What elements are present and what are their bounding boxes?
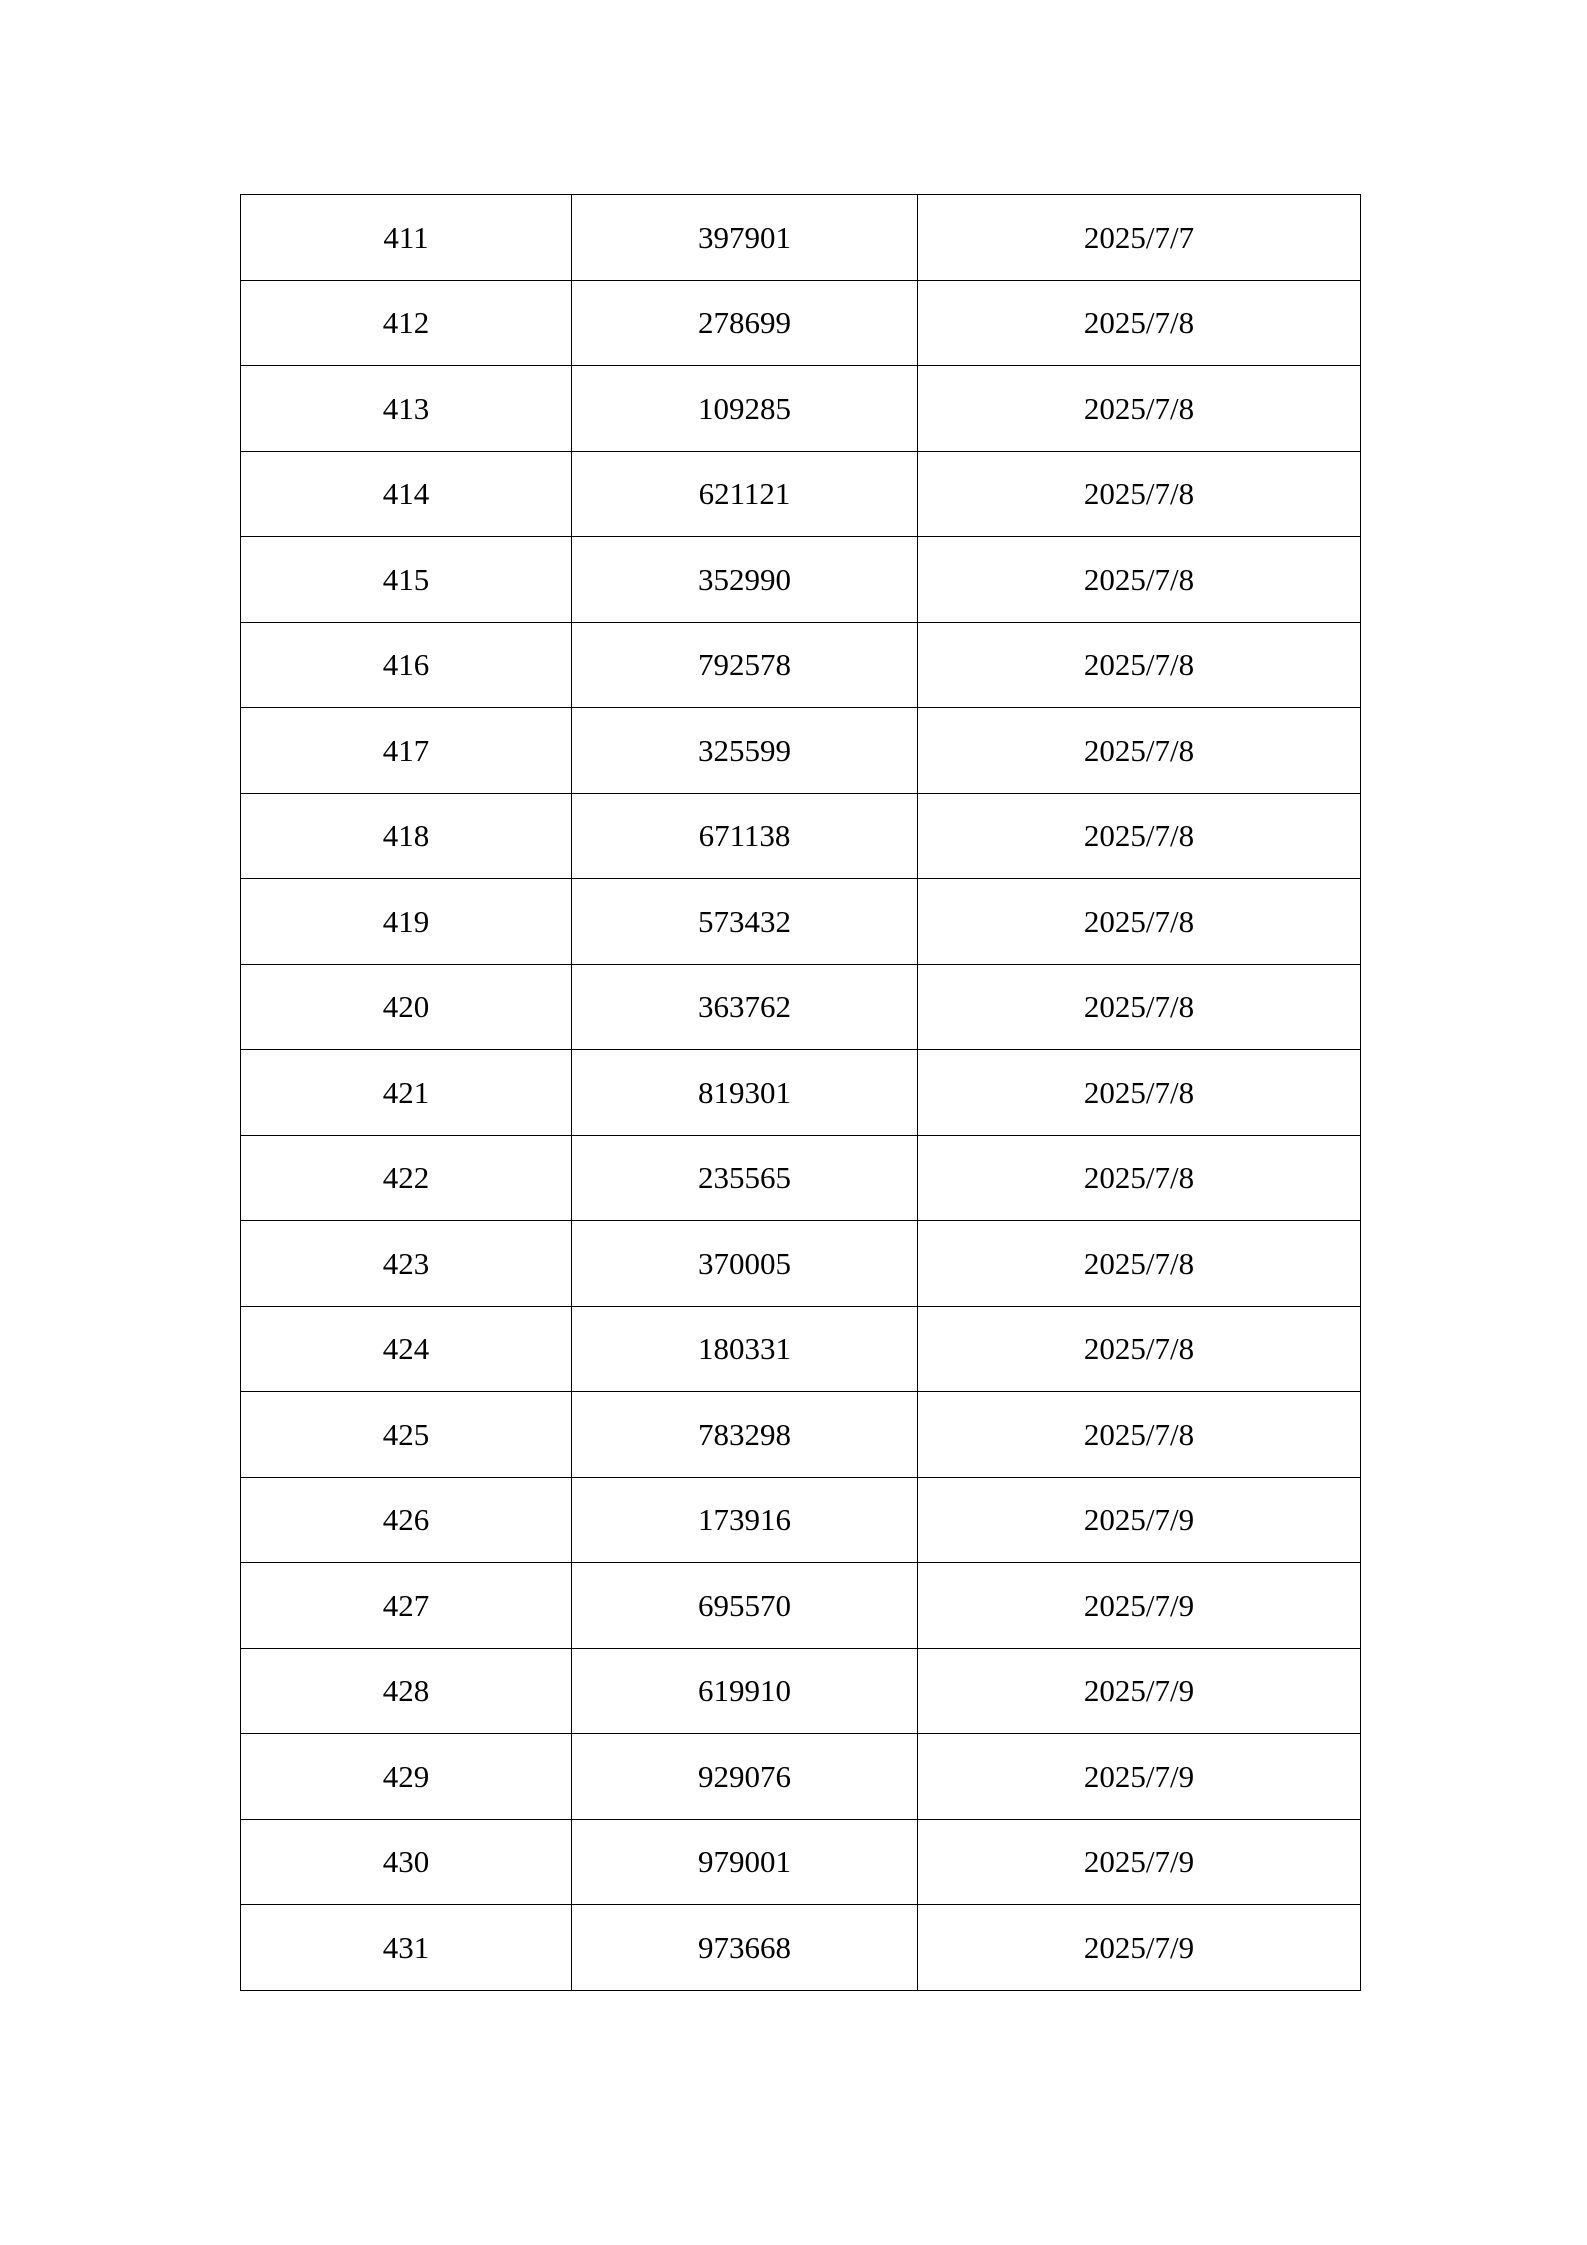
code-cell: 173916: [572, 1477, 918, 1563]
code-cell: 370005: [572, 1221, 918, 1307]
row-number-cell: 424: [241, 1306, 572, 1392]
row-number-cell: 429: [241, 1734, 572, 1820]
code-cell: 619910: [572, 1648, 918, 1734]
row-number-cell: 430: [241, 1819, 572, 1905]
date-cell: 2025/7/8: [918, 622, 1361, 708]
table-row: [241, 879, 1361, 965]
row-number-cell: 431: [241, 1905, 572, 1991]
table-body: [241, 195, 1361, 1991]
code-cell: 695570: [572, 1563, 918, 1649]
row-number-cell: 427: [241, 1563, 572, 1649]
date-cell: 2025/7/8: [918, 1392, 1361, 1478]
date-cell: 2025/7/9: [918, 1734, 1361, 1820]
code-cell: 325599: [572, 708, 918, 794]
table-row: [241, 1306, 1361, 1392]
table-row: [241, 1734, 1361, 1820]
row-number-cell: 413: [241, 366, 572, 452]
date-cell: 2025/7/8: [918, 537, 1361, 623]
code-cell: 792578: [572, 622, 918, 708]
row-number-cell: 422: [241, 1135, 572, 1221]
date-cell: 2025/7/9: [918, 1477, 1361, 1563]
table-row: [241, 1819, 1361, 1905]
table-row: [241, 537, 1361, 623]
date-cell: 2025/7/8: [918, 793, 1361, 879]
row-number-cell: 418: [241, 793, 572, 879]
date-cell: 2025/7/9: [918, 1648, 1361, 1734]
table-row: [241, 1135, 1361, 1221]
code-cell: 278699: [572, 280, 918, 366]
code-cell: 973668: [572, 1905, 918, 1991]
code-cell: 929076: [572, 1734, 918, 1820]
code-cell: 235565: [572, 1135, 918, 1221]
table-row: [241, 195, 1361, 281]
code-cell: 397901: [572, 195, 918, 281]
table-row: [241, 622, 1361, 708]
table-row: [241, 1477, 1361, 1563]
date-cell: 2025/7/8: [918, 964, 1361, 1050]
date-cell: 2025/7/9: [918, 1819, 1361, 1905]
table-row: [241, 1905, 1361, 1991]
code-cell: 671138: [572, 793, 918, 879]
row-number-cell: 420: [241, 964, 572, 1050]
table-row: [241, 1563, 1361, 1649]
table-row: [241, 1648, 1361, 1734]
code-cell: 819301: [572, 1050, 918, 1136]
row-number-cell: 412: [241, 280, 572, 366]
code-cell: 363762: [572, 964, 918, 1050]
row-number-cell: 411: [241, 195, 572, 281]
data-table: [240, 194, 1361, 1991]
date-cell: 2025/7/8: [918, 451, 1361, 537]
code-cell: 180331: [572, 1306, 918, 1392]
date-cell: 2025/7/8: [918, 366, 1361, 452]
code-cell: 783298: [572, 1392, 918, 1478]
code-cell: 621121: [572, 451, 918, 537]
date-cell: 2025/7/8: [918, 280, 1361, 366]
table-row: [241, 708, 1361, 794]
code-cell: 979001: [572, 1819, 918, 1905]
table-row: [241, 1050, 1361, 1136]
table-row: [241, 366, 1361, 452]
table-row: [241, 1392, 1361, 1478]
row-number-cell: 414: [241, 451, 572, 537]
date-cell: 2025/7/9: [918, 1905, 1361, 1991]
row-number-cell: 415: [241, 537, 572, 623]
row-number-cell: 419: [241, 879, 572, 965]
row-number-cell: 428: [241, 1648, 572, 1734]
row-number-cell: 423: [241, 1221, 572, 1307]
date-cell: 2025/7/8: [918, 1221, 1361, 1307]
table-row: [241, 1221, 1361, 1307]
table-row: [241, 451, 1361, 537]
date-cell: 2025/7/8: [918, 879, 1361, 965]
row-number-cell: 416: [241, 622, 572, 708]
date-cell: 2025/7/9: [918, 1563, 1361, 1649]
code-cell: 109285: [572, 366, 918, 452]
code-cell: 352990: [572, 537, 918, 623]
date-cell: 2025/7/8: [918, 1135, 1361, 1221]
table-row: [241, 964, 1361, 1050]
date-cell: 2025/7/7: [918, 195, 1361, 281]
code-cell: 573432: [572, 879, 918, 965]
table-row: [241, 793, 1361, 879]
row-number-cell: 425: [241, 1392, 572, 1478]
row-number-cell: 426: [241, 1477, 572, 1563]
row-number-cell: 417: [241, 708, 572, 794]
date-cell: 2025/7/8: [918, 1050, 1361, 1136]
row-number-cell: 421: [241, 1050, 572, 1136]
table-row: [241, 280, 1361, 366]
date-cell: 2025/7/8: [918, 1306, 1361, 1392]
date-cell: 2025/7/8: [918, 708, 1361, 794]
